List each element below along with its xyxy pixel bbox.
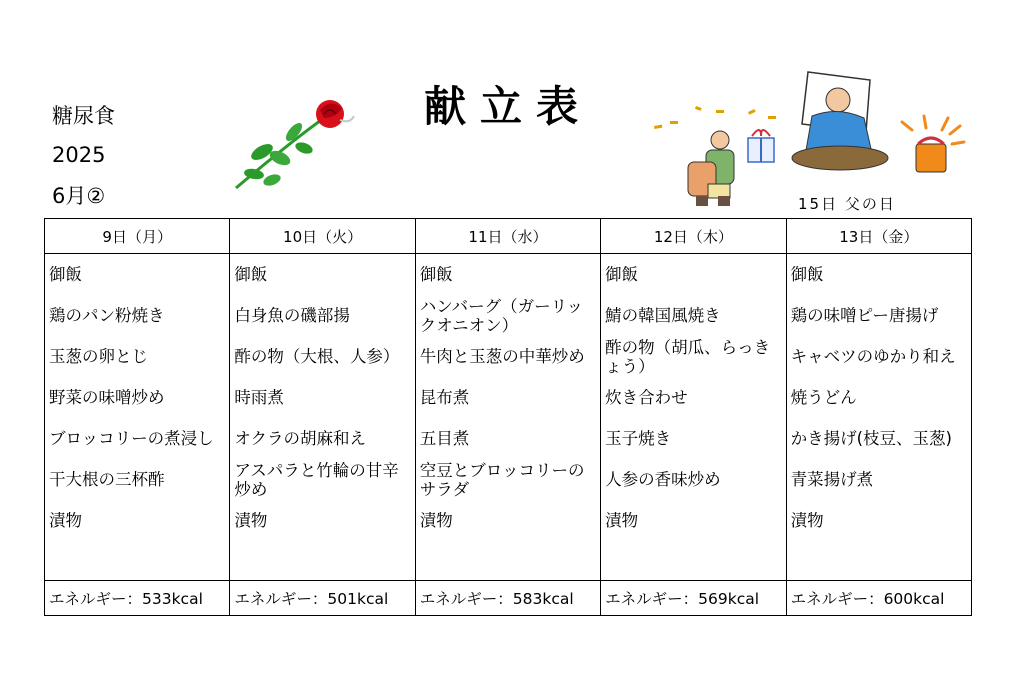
day-header: 13日（金） bbox=[786, 219, 971, 254]
month-label: 6月② bbox=[52, 184, 106, 208]
dish-item: 鶏の味噌ピー唐揚げ bbox=[790, 306, 939, 325]
dish-item: ブロッコリーの煮浸し bbox=[49, 429, 214, 448]
present-pot-icon bbox=[902, 116, 964, 172]
dishes-row bbox=[45, 254, 972, 581]
day-header: 9日（月） bbox=[45, 219, 230, 254]
dish-item: 野菜の味噌炒め bbox=[49, 388, 165, 407]
day-header: 12日（木） bbox=[601, 219, 786, 254]
father-figure bbox=[792, 72, 888, 170]
dish-item: オクラの胡麻和え bbox=[234, 429, 367, 448]
dish-item: かき揚げ(枝豆、玉葱) bbox=[790, 429, 952, 448]
dish-item: ハンバーグ（ガーリックオニオン） bbox=[419, 296, 583, 335]
energy-row bbox=[45, 581, 972, 616]
dish-item: 鶏のパン粉焼き bbox=[49, 306, 165, 325]
dish-item: 漬物 bbox=[790, 511, 824, 530]
dish-item: 漬物 bbox=[605, 511, 639, 530]
gift-box-icon bbox=[748, 130, 774, 162]
dish-item: 酢の物（大根、人参） bbox=[234, 347, 400, 366]
energy-value: エネルギー：600kcal bbox=[786, 581, 971, 616]
dish-item: キャベツのゆかり和え bbox=[790, 347, 956, 366]
day-header: 10日（火） bbox=[230, 219, 415, 254]
confetti-marks bbox=[654, 106, 776, 129]
energy-value: エネルギー：583kcal bbox=[415, 581, 600, 616]
dish-item: 漬物 bbox=[419, 511, 453, 530]
dish-item: 青菜揚げ煮 bbox=[790, 470, 874, 489]
dish-item: 御飯 bbox=[49, 265, 82, 284]
energy-value: エネルギー：569kcal bbox=[601, 581, 786, 616]
dish-item: 酢の物（胡瓜、らっきょう） bbox=[605, 337, 771, 376]
day-column-tue bbox=[230, 254, 415, 581]
dish-item: 焼うどん bbox=[790, 388, 857, 407]
diet-type-label: 糖尿食 bbox=[52, 104, 115, 128]
dish-item: 牛肉と玉葱の中華炒め bbox=[419, 347, 585, 366]
energy-value: エネルギー：533kcal bbox=[45, 581, 230, 616]
dish-item: 漬物 bbox=[234, 511, 268, 530]
dish-item: 御飯 bbox=[419, 265, 453, 284]
dish-item: 人参の香味炒め bbox=[605, 470, 721, 489]
rose-icon bbox=[232, 96, 362, 192]
fathers-day-note: 15日 父の日 bbox=[798, 195, 896, 213]
dish-item: 白身魚の磯部揚 bbox=[234, 306, 350, 325]
energy-value: エネルギー：501kcal bbox=[230, 581, 415, 616]
day-column-thu bbox=[601, 254, 786, 581]
dish-item: 時雨煮 bbox=[234, 388, 284, 407]
dish-item: 空豆とブロッコリーのサラダ bbox=[419, 460, 585, 499]
dish-item: 御飯 bbox=[234, 265, 268, 284]
dish-item: 玉子焼き bbox=[605, 429, 672, 448]
dish-item: アスパラと竹輪の甘辛炒め bbox=[234, 460, 399, 499]
child-figure bbox=[688, 131, 734, 206]
dish-item: 御飯 bbox=[605, 265, 639, 284]
day-header: 11日（水） bbox=[415, 219, 600, 254]
dish-item: 玉葱の卵とじ bbox=[49, 347, 148, 366]
dish-item: 昆布煮 bbox=[419, 388, 470, 407]
dish-item: 炊き合わせ bbox=[605, 388, 688, 407]
day-column-wed bbox=[415, 254, 600, 581]
year-label: 2025 bbox=[52, 143, 106, 167]
dish-item: 五目煮 bbox=[419, 429, 470, 448]
day-column-fri bbox=[786, 254, 971, 581]
day-header-row bbox=[45, 219, 972, 254]
day-column-mon bbox=[45, 254, 230, 581]
menu-table bbox=[44, 218, 972, 616]
dish-item: 漬物 bbox=[49, 511, 82, 530]
dish-item: 干大根の三杯酢 bbox=[49, 470, 165, 489]
dish-item: 御飯 bbox=[790, 265, 824, 284]
page-title: 献立表 bbox=[424, 82, 593, 131]
dish-item: 鯖の韓国風焼き bbox=[605, 306, 721, 325]
